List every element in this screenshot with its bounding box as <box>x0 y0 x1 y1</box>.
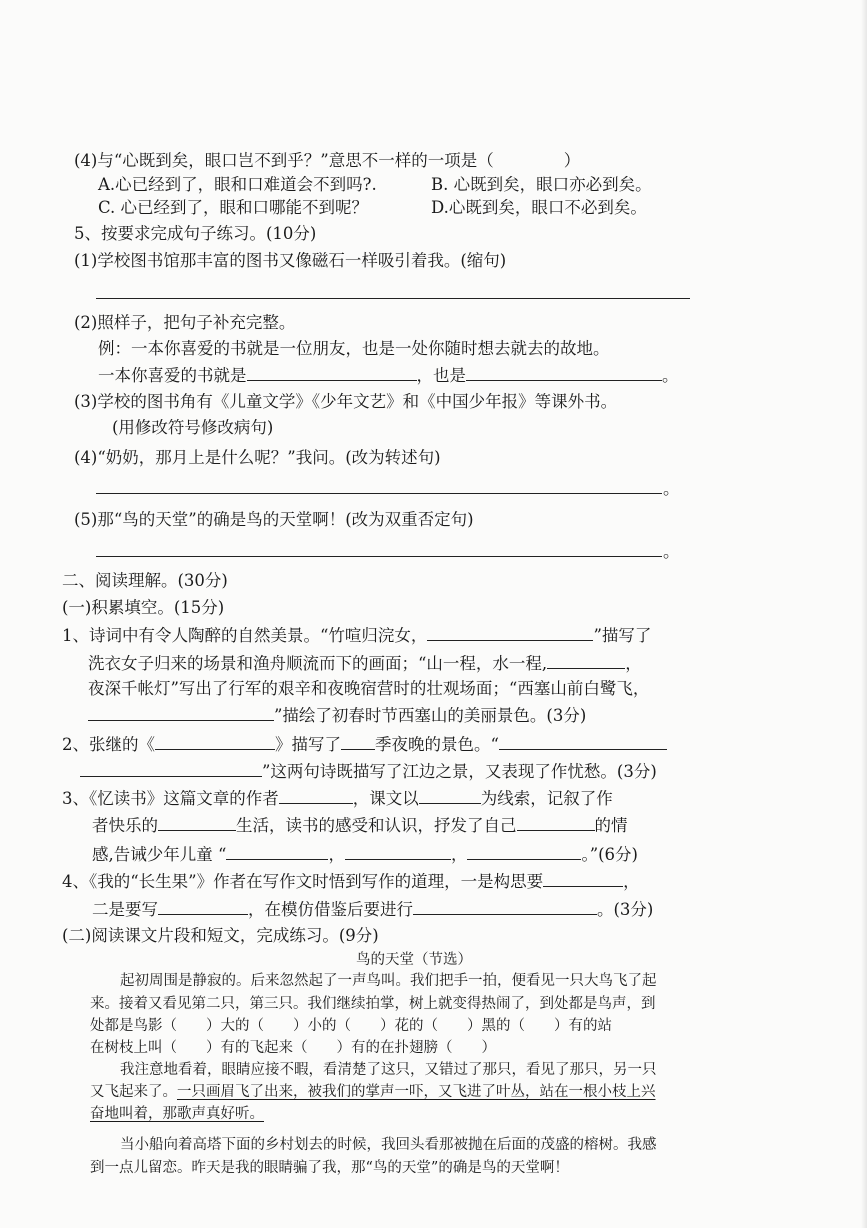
fill-2-blank-4[interactable] <box>80 760 262 777</box>
q4-option-d: D.心既到矣，眼口不必到矣。 <box>431 198 647 217</box>
q5-item-2-fill-end: 。 <box>662 366 679 385</box>
fill-2-line-2 <box>80 760 657 783</box>
q5-item-2-fill <box>98 364 679 387</box>
fill-1-text-d: ， <box>625 654 642 673</box>
fill-3-blank-4[interactable] <box>517 814 595 831</box>
q5-item-2: (2)照样子，把句子补充完整。 <box>74 313 296 332</box>
q4-option-c: C. 心已经到了，眼和口哪能不到呢？ <box>98 198 369 217</box>
fill-1-text-e: ”描绘了初春时节西塞山的美丽景色。(3分) <box>274 706 587 725</box>
fill-3-text-b: ，课文以 <box>352 789 419 808</box>
fill-3-text-a: 3、《忆读书》这篇文章的作者 <box>62 789 279 808</box>
fill-3-blank-2[interactable] <box>419 787 481 804</box>
section2-sub2: (二)阅读课文片段和短文，完成练习。(9分) <box>62 926 379 945</box>
q5-item-3-note: (用修改符号修改病句) <box>112 418 274 437</box>
section2-title: 二、阅读理解。(30分) <box>62 571 228 590</box>
fill-4-line-2 <box>92 898 653 921</box>
q5-item-2-example: 例：一本你喜爱的书就是一位朋友，也是一处你随时想去就去的故地。 <box>98 339 610 358</box>
q5-item-1: (1)学校图书馆那丰富的图书又像磁石一样吸引着我。(缩句) <box>74 251 507 270</box>
passage-title: 鸟的天堂（节选） <box>356 952 472 968</box>
q5-title: 5、按要求完成句子练习。(10分) <box>74 224 317 243</box>
fill-4-text-d: ，在模仿借鉴后要进行 <box>248 900 413 919</box>
fill-4-text-a: 4、《我的“长生果”》作者在写作文时悟到写作的道理，一是构思要 <box>62 872 544 891</box>
q5-item-2-blank-2[interactable] <box>466 364 662 381</box>
fill-4-blank-3[interactable] <box>413 898 597 915</box>
fill-1-blank-3[interactable] <box>88 704 274 721</box>
fill-2-blank-1[interactable] <box>155 733 275 750</box>
fill-1-line-2 <box>88 652 642 675</box>
section2-sub1: (一)积累填空。(15分) <box>62 598 225 617</box>
q4-option-b: B. 心既到矣，眼口亦必到矣。 <box>431 175 652 194</box>
fill-4-blank-2[interactable] <box>158 898 248 915</box>
fill-4-text-b: ， <box>623 872 640 891</box>
fill-1-text-c: 洗衣女子归来的场景和渔舟顺流而下的画面；“山一程，水一程, <box>88 654 548 673</box>
fill-3-text-h: ， <box>328 845 345 864</box>
scan-edge-shadow <box>861 0 867 1228</box>
fill-2-text-c: 季夜晚的景色。“ <box>375 735 499 754</box>
fill-3-blank-7[interactable] <box>467 843 581 860</box>
fill-1-line-4 <box>88 704 586 727</box>
q5-item-2-fill-a: 一本你喜爱的书就是 <box>98 366 247 385</box>
passage-line-9: 到一点儿留恋。昨天是我的眼睛骗了我，那“鸟的天堂”的确是鸟的天堂啊！ <box>90 1160 569 1176</box>
q5-item-3: (3)学校的图书角有《儿童文学》《少年文艺》和《中国少年报》等课外书。 <box>74 392 618 411</box>
fill-3-line-3 <box>92 843 638 866</box>
passage-line-6-a: 又飞起来了。 <box>90 1084 177 1100</box>
q4-stem-text: (4)与“心既到矣，眼口岂不到乎？”意思不一样的一项是（ <box>74 151 494 170</box>
fill-2-line-1 <box>62 733 667 756</box>
q5-item-4: (4)“奶奶，那月上是什么呢？”我问。(改为转述句) <box>74 448 441 467</box>
passage-line-1: 起初周围是静寂的。后来忽然起了一声鸟叫。我们把手一拍，便看见一只大鸟飞了起 <box>120 973 657 989</box>
fill-2-blank-3[interactable] <box>499 733 667 750</box>
q5-item-4-end: 。 <box>663 479 680 498</box>
passage-line-8: 当小船向着高塔下面的乡村划去的时候，我回头看那被抛在后面的茂盛的榕树。我感 <box>120 1137 657 1153</box>
fill-1-text-a: 1、诗词中有令人陶醉的自然美景。“竹喧归浣女， <box>62 626 428 645</box>
q5-item-5-answer-line[interactable] <box>96 556 662 557</box>
passage-line-6 <box>90 1081 656 1103</box>
q4-stem-end: ） <box>563 151 581 170</box>
fill-2-text-b: 》描写了 <box>275 735 341 754</box>
fill-1-line-1 <box>62 624 651 647</box>
fill-3-blank-6[interactable] <box>345 843 451 860</box>
fill-3-blank-1[interactable] <box>279 787 353 804</box>
q5-item-5: (5)那“鸟的天堂”的确是鸟的天堂啊！(改为双重否定句) <box>74 510 474 529</box>
fill-3-line-1 <box>62 787 613 810</box>
fill-4-text-e: 。(3分) <box>597 900 654 919</box>
q5-item-1-answer-line[interactable] <box>96 298 690 299</box>
passage-line-5: 我注意地看着，眼睛应接不暇，看清楚了这只，又错过了那只，看见了那只，另一只 <box>120 1062 657 1078</box>
fill-3-text-j: 。”(6分) <box>581 845 638 864</box>
fill-3-blank-5[interactable] <box>226 843 328 860</box>
fill-1-blank-1[interactable] <box>427 624 593 641</box>
fill-2-text-d: ”这两句诗既描写了江边之景，又表现了作忧愁。(3分) <box>262 762 657 781</box>
q5-item-4-answer-line[interactable] <box>96 493 662 494</box>
fill-1-text-b: ”描写了 <box>593 626 652 645</box>
fill-3-text-f: 的情 <box>594 816 628 835</box>
fill-4-text-c: 二是要写 <box>92 900 158 919</box>
fill-2-blank-2[interactable] <box>341 733 375 750</box>
fill-1-blank-2[interactable] <box>547 652 625 669</box>
passage-underlined-sentence-a: 一只画眉飞了出来，被我们的掌声一吓，又飞进了叶丛，站在一根小枝上兴 <box>177 1084 656 1100</box>
q4-stem <box>74 150 580 172</box>
q5-item-2-fill-b: ，也是 <box>416 366 466 385</box>
q5-item-2-blank-1[interactable] <box>247 364 417 381</box>
fill-4-line-1 <box>62 870 640 893</box>
fill-3-line-2 <box>92 814 628 837</box>
fill-3-text-g: 感,告诫少年儿童 “ <box>92 845 227 864</box>
fill-3-text-i: ， <box>450 845 468 864</box>
passage-line-2: 来。接着又看见第二只，第三只。我们继续拍掌，树上就变得热闹了，到处都是鸟声，到 <box>90 996 656 1012</box>
passage-underlined-sentence-b: 奋地叫着，那歌声真好听。 <box>90 1106 264 1122</box>
q4-option-a: A.心已经到了，眼和口难道会不到吗?. <box>98 175 377 194</box>
fill-3-text-d: 者快乐的 <box>92 816 158 835</box>
fill-3-text-e: 生活，读书的感受和认识，抒发了自己 <box>236 816 517 835</box>
passage-line-3: 处都是鸟影（ ）大的（ ）小的（ ）花的（ ）黑的（ ）有的站 <box>90 1018 612 1034</box>
fill-3-text-c: 为线索，记叙了作 <box>480 789 613 808</box>
fill-2-text-a: 2、张继的《 <box>62 735 155 754</box>
passage-line-4: 在树枝上叫（ ）有的飞起来（ ）有的在扑翅膀（ ） <box>90 1040 496 1056</box>
fill-4-blank-1[interactable] <box>543 870 623 887</box>
fill-3-blank-3[interactable] <box>158 814 236 831</box>
fill-1-line-3: 夜深千帐灯”写出了行军的艰辛和夜晚宿营时的壮观场面；“西塞山前白鹭飞， <box>88 679 650 698</box>
q5-item-5-end: 。 <box>663 542 680 561</box>
